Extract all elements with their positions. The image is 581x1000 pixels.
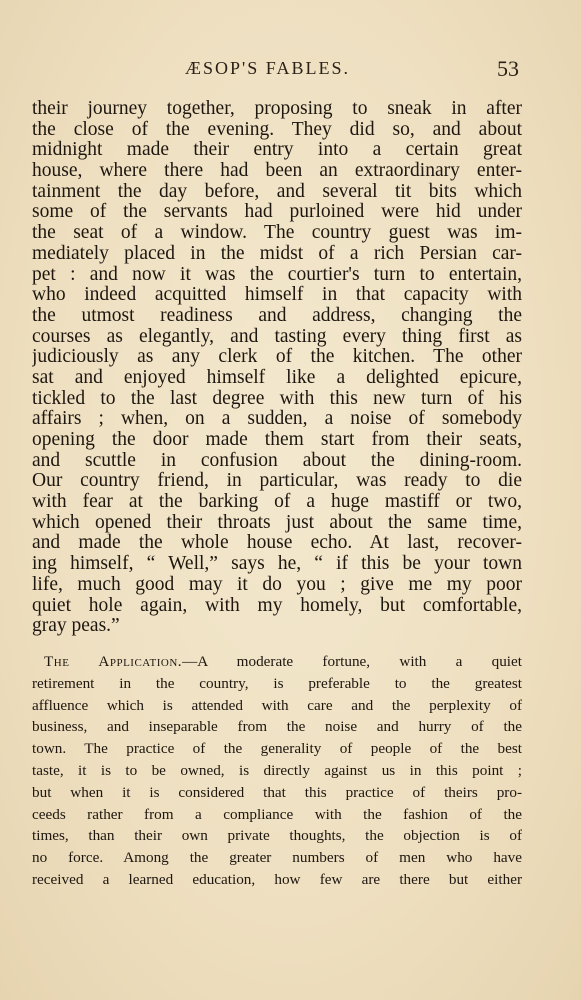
text-line: some of the servants had purloined were hid under bbox=[32, 202, 522, 223]
text-line: mediately placed in the midst of a rich Persian car- bbox=[32, 243, 522, 264]
text-line: with fear at the barking of a huge mastiff or two, bbox=[32, 492, 522, 513]
text-line: ing himself, “ Well,” says he, “ if this be your town bbox=[32, 554, 522, 575]
text-line: the utmost readiness and address, changing the bbox=[32, 305, 522, 326]
page-header bbox=[34, 58, 519, 88]
text-line: tainment the day before, and several tit bits which bbox=[32, 181, 522, 202]
application-first-line bbox=[32, 651, 522, 673]
fable-body-text bbox=[32, 99, 522, 637]
text-line: sat and enjoyed himself like a delighted epicure, bbox=[32, 367, 522, 388]
text-line: life, much good may it do you ; give me my poor bbox=[32, 574, 522, 595]
application-line: but when it is considered that this practice of theirs pro- bbox=[32, 783, 522, 801]
application-line: no force. Among the greater numbers of men who have bbox=[32, 849, 522, 867]
running-head: ÆSOP'S FABLES. bbox=[185, 58, 350, 78]
text-line: midnight made their entry into a certain great bbox=[32, 140, 522, 161]
page-number: 53 bbox=[497, 56, 519, 81]
application-line: affluence which is attended with care and the perplexity of bbox=[32, 696, 522, 714]
text-line: their journey together, proposing to sneak in after bbox=[32, 99, 522, 119]
application-line: retirement in the country, is preferable to the greatest bbox=[32, 674, 522, 692]
text-line: who indeed acquitted himself in that capacity with bbox=[32, 285, 522, 306]
text-line: affairs ; when, on a sudden, a noise of somebody bbox=[32, 409, 522, 430]
text-line: tickled to the last degree with this new turn of his bbox=[32, 388, 522, 409]
text-line: the seat of a window. The country guest was im- bbox=[32, 223, 522, 244]
text-line: house, where there had been an extraordinary enter- bbox=[32, 161, 522, 182]
text-line: and made the whole house echo. At last, recover- bbox=[32, 533, 522, 554]
text-line: judiciously as any clerk of the kitchen. The other bbox=[32, 347, 522, 368]
application-line: taste, it is to be owned, is directly against us in this point ; bbox=[32, 761, 522, 779]
text-line: Our country friend, in particular, was ready to die bbox=[32, 471, 522, 492]
text-line: quiet hole again, with my homely, but comfortable, bbox=[32, 595, 522, 616]
application-paragraph bbox=[32, 651, 522, 891]
application-line: times, than their own private thoughts, the objection is of bbox=[32, 827, 522, 845]
application-label: The Application. bbox=[44, 653, 183, 670]
text-line: gray peas.” bbox=[32, 616, 120, 637]
application-line: town. The practice of the generality of people of the best bbox=[32, 740, 522, 758]
text-line: opening the door made them start from their seats, bbox=[32, 430, 522, 450]
text-line: pet : and now it was the courtier's turn to entertain, bbox=[32, 264, 522, 285]
text-line: the close of the evening. They did so, and about bbox=[32, 119, 522, 140]
application-line: business, and inseparable from the noise and hurry of the bbox=[32, 718, 522, 736]
text-line: and scuttle in confusion about the dining-room. bbox=[32, 450, 522, 471]
text-line: courses as elegantly, and tasting every thing first as bbox=[32, 326, 522, 347]
application-line: received a learned education, how few are there but either bbox=[32, 870, 522, 888]
text-line: which opened their throats just about the same time, bbox=[32, 512, 522, 533]
application-first-line-text: —A moderate fortune, with a quiet bbox=[182, 653, 522, 670]
application-line: ceeds rather from a compliance with the fashion of the bbox=[32, 805, 522, 823]
